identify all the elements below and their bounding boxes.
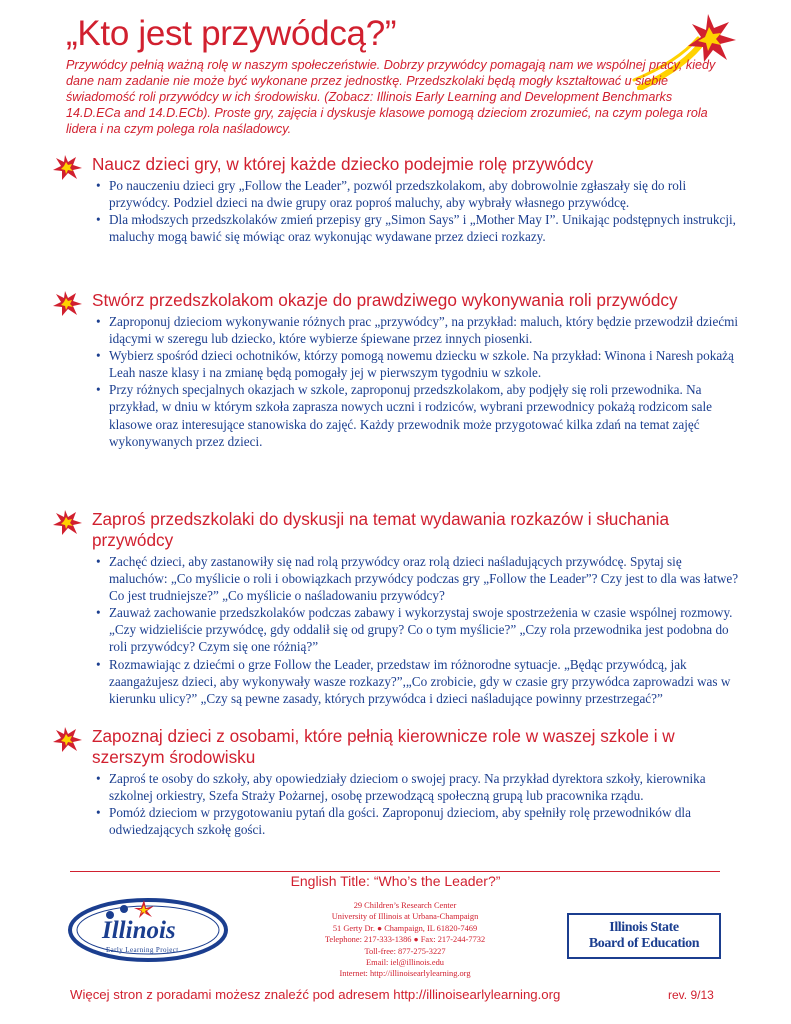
revision-label: rev. 9/13 [668,988,714,1002]
section-heading: Naucz dzieci gry, w której każde dziecko podejmie rolę przywódcy [92,154,594,174]
isbe-line: Illinois State [609,920,679,935]
isbe-logo [567,913,721,959]
english-title: English Title: “Who’s the Leader?” [290,873,501,889]
section-community-leaders [52,726,742,838]
contact-line: 29 Children’s Research Center [353,901,457,910]
list-item: • Pomóż dzieciom w przygotowaniu pytań dla gości. Zaproponuj dzieciom, aby spełniły rolę przewodników dla odwiedzających szkołę gości. [96,804,742,838]
list-item: • Zaproś te osoby do szkoły, aby opowiedziały dzieciom o swojej pracy. Na przykład dyrektora szkoły, kierownika szkolnej orkiestry, Szefa Straży Pożarnej, osobę przewodzącą społeczną grupą lub pracownika rządu. [96,770,742,804]
section-list [52,313,742,450]
section-list [52,770,742,838]
section-heading: Zapoznaj dzieci z osobami, które pełnią kierownicze role w waszej szkole i w szerszym środowisku [92,726,675,767]
star-bullet-icon [52,154,82,180]
footer-divider [70,871,720,872]
illinois-early-learning-logo [66,894,246,964]
contact-line: 51 Gerty Dr. ● Champaign, IL 61820-7469 [332,923,478,933]
list-item: • Zauważ zachowanie przedszkolaków podczas zabawy i wykorzystaj swoje spostrzeżenia w czasie wspólnej rozmowy. „Czy widzieliście przywódcę, gdy oddalił się od grupy? Co o tym myślicie?” „Czy rola przewodnika jest podobna do roli przywódcy? Czym się one różnią?” [96,604,742,655]
section-real-leadership [52,290,742,450]
section-list [52,553,742,707]
contact-line: University of Illinois at Urbana-Champaign [331,912,479,922]
list-item: • Wybierz spośród dzieci ochotników, którzy pomogą nowemu dziecku w szkole. Na przykład: Winona i Naresh pokażą Leah nasze klasy i na zmianę będą pomogały jej w pierwszym tygodniu w szkole. [96,347,742,381]
section-heading: Zaproś przedszkolaki do dyskusji na temat wydawania rozkazów i słuchania przywódcy [92,509,670,550]
more-pages-link[interactable]: Więcej stron z poradami możesz znaleźć pod adresem http://illinoisearlylearning.org [70,987,561,1002]
star-bullet-icon [52,726,82,752]
section-heading: Stwórz przedszkolakom okazje do prawdziwego wykonywania roli przywódcy [92,290,678,310]
list-item: • Przy różnych specjalnych okazjach w szkole, zaproponuj przedszkolakom, aby podjęły się roli przewodnika. Na przykład, w dniu w którym szkoła zaprasza nowych uczni i rodziców, wybrani przewodnicy pokażą rodzicom sale klasowe oraz interesujące stanowiska do zajęć. Każdy przewodnik może przygotować kilka zdań na temat zajęć wykonywanych przez dzieci. [96,381,742,449]
contact-line: Toll-free: 877-275-3227 [364,946,446,956]
section-discussion [52,509,742,707]
contact-line: Email: iel@illinois.edu [366,958,444,968]
list-item: • Zachęć dzieci, aby zastanowiły się nad rolą przywódcy oraz rolą dzieci naśladujących przywódcę. Spytaj się maluchów: „Co myślicie o roli i obowiązkach przywódcy podczas gry „Follow the Leader”? Czy jest to dla was łatwe? Co jest trudniejsze?” „Co myślicie o naśladowaniu przywódcy? [96,553,742,604]
page-title: „Kto jest przywódcą?” [66,14,397,53]
logo-subtitle: Early Learning Project [106,946,179,954]
section-list [52,177,742,245]
contact-line: Internet: http://illinoisearlylearning.org [339,969,471,979]
section-leader-game [52,154,742,245]
contact-line: Telephone: 217-333-1386 ● Fax: 217-244-7732 [324,935,486,945]
isbe-line: Board of Education [588,936,700,951]
star-bullet-icon [52,509,82,535]
intro-paragraph: Przywódcy pełnią ważną rolę w naszym społeczeństwie. Dobrzy przywódcy pomagają nam we wspólnej pracy, kiedy dane nam zadanie nie może być wykonane przez jednostkę. Przedszkolaki będą mogły kształtować u siebie świadomość roli przywódcy w ich środowisku. (Zobacz: Illinois Early Learning and Development Benchmarks 14.D.ECa and 14.D.ECb). Proste gry, zajęcia i dyskusje klasowe pomogą dzieciom zrozumieć, na czym polega rola lidera i na czym polega rola naśladowcy. [66,58,716,136]
star-bullet-icon [52,290,82,316]
list-item: • Zaproponuj dzieciom wykonywanie różnych prac „przywódcy”, na przykład: maluch, który będzie przewodził dziećmi idącymi w szeregu lub dziecko, które wybierze śpiewane przez innych piosenki. [96,313,742,347]
list-item: • Dla młodszych przedszkolaków zmień przepisy gry „Simon Says” i „Mother May I”. Unikając podstępnych instrukcji, maluchy mogą bawić się mówiąc oraz wykonując wydawane przez dzieci rozkazy. [96,211,742,245]
logo-name: Illinois [102,917,176,944]
contact-info [280,900,530,980]
list-item: • Rozmawiając z dziećmi o grze Follow the Leader, przedstaw im różnorodne sytuacje. „Będąc przywódcą, jak zaangażujesz dzieci, aby wykonywały wasze rozkazy?”,„Co zrobicie, gdy w czasie gry przywódca zaprowadzi was w kierunku ulicy?” „Czy są pewne zasady, których przywódca i dzieci naśladujące powinny przestrzegać?” [96,656,742,707]
list-item: • Po nauczeniu dzieci gry „Follow the Leader”, pozwól przedszkolakom, aby dobrowolnie zgłaszały się do roli przywódcy. Podziel dzieci na dwie grupy oraz poproś maluchy, aby wybrały własnego przywódcę. [96,177,742,211]
